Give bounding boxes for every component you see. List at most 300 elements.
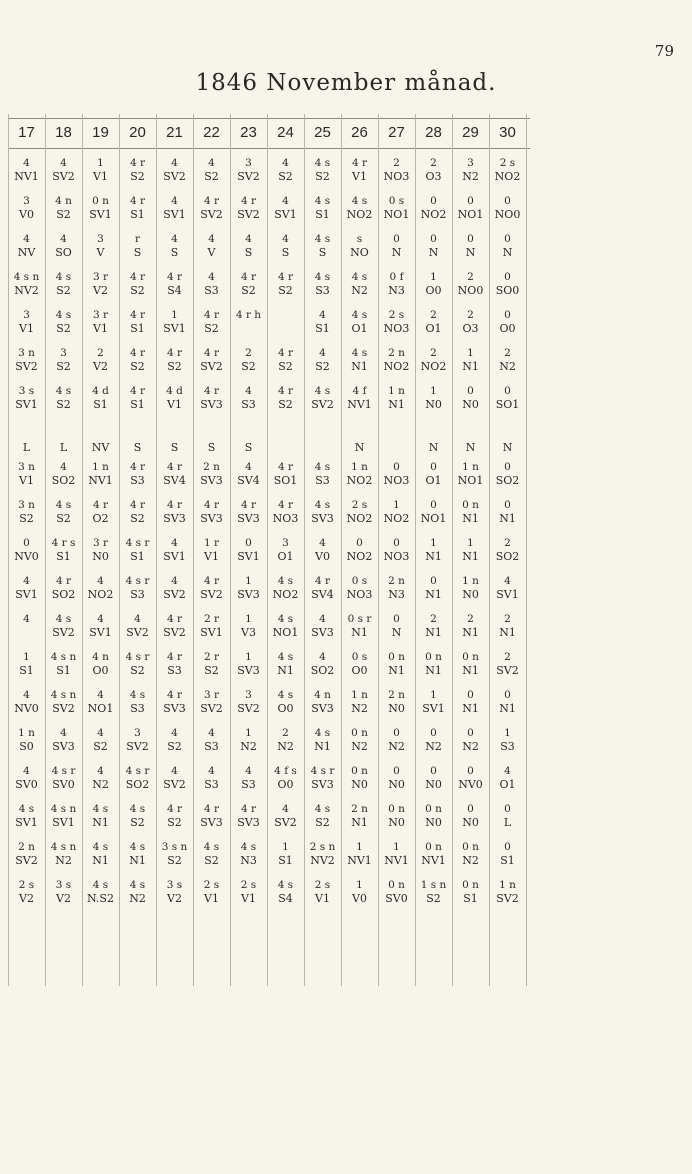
- wind-code: N1: [388, 398, 405, 411]
- cloud-code: 4: [97, 575, 104, 587]
- cloud-code: 3: [282, 537, 289, 549]
- cloud-code: 2 s: [388, 309, 405, 321]
- cloud-code: 4 s: [351, 195, 368, 207]
- wind-code: NV1: [88, 474, 113, 487]
- table-cell: [119, 686, 156, 724]
- table-cell: [304, 800, 341, 838]
- cloud-code: 4 s: [129, 879, 146, 891]
- cloud-code: 4 n: [92, 651, 109, 663]
- table-cell: [8, 534, 45, 572]
- cloud-code: 3 r: [203, 689, 220, 701]
- table-cell: [8, 876, 45, 914]
- cloud-code: 4: [245, 765, 252, 777]
- cloud-code: 4 s: [277, 879, 294, 891]
- cloud-code: 0: [504, 499, 511, 511]
- wind-code: V2: [56, 892, 71, 905]
- wind-code: SV2: [163, 778, 186, 791]
- table-cell: [267, 762, 304, 800]
- table-cell: [156, 382, 193, 420]
- cloud-code: 4 r: [129, 271, 146, 283]
- table-cell: [267, 306, 304, 344]
- cloud-code: 4: [319, 537, 326, 549]
- wind-code: O0: [499, 322, 516, 335]
- cloud-code: 1: [393, 841, 400, 853]
- wind-code: S: [133, 441, 142, 454]
- cloud-code: 4: [208, 233, 215, 245]
- wind-code: S2: [315, 170, 330, 183]
- wind-code: N0: [462, 588, 479, 601]
- wind-code: NO3: [383, 170, 410, 183]
- wind-code: V1: [19, 322, 34, 335]
- cloud-code: 1 n: [92, 461, 109, 473]
- cloud-code: 4 r: [129, 347, 146, 359]
- column-rule: [8, 114, 9, 986]
- wind-code: V2: [167, 892, 182, 905]
- column-rule: [45, 114, 46, 986]
- wind-code: SO0: [495, 284, 520, 297]
- table-cell: [304, 572, 341, 610]
- column-rule: [119, 114, 120, 986]
- table-cell: [452, 724, 489, 762]
- column-rule: [156, 114, 157, 986]
- table-cell: [341, 800, 378, 838]
- wind-code: N1: [92, 854, 109, 867]
- column-rule: [267, 114, 268, 986]
- table-cell: [341, 762, 378, 800]
- cloud-code: 4: [208, 765, 215, 777]
- column-header: 30: [499, 124, 516, 141]
- wind-code: SV1: [200, 626, 223, 639]
- cloud-code: 4 r: [203, 195, 220, 207]
- cloud-code: 4 d: [166, 385, 183, 397]
- cloud-code: 4 r: [277, 347, 294, 359]
- table-cell: [378, 800, 415, 838]
- table-cell: [489, 344, 526, 382]
- table-cell: [341, 306, 378, 344]
- wind-code: NV2: [14, 284, 39, 297]
- wind-code: O0: [277, 778, 294, 791]
- table-cell: [8, 838, 45, 876]
- table-cell: [45, 724, 82, 762]
- cloud-code: 4: [319, 309, 326, 321]
- wind-code: NO2: [272, 588, 299, 601]
- cloud-code: 3: [245, 689, 252, 701]
- table-cell: [8, 344, 45, 382]
- table-cell: [489, 610, 526, 648]
- wind-code: N: [502, 246, 513, 259]
- wind-code: SV3: [311, 626, 334, 639]
- column-header: 20: [129, 124, 146, 141]
- wind-code: SV4: [311, 588, 334, 601]
- wind-code: V1: [93, 170, 108, 183]
- cloud-code: 4 s: [203, 841, 220, 853]
- table-cell: [45, 268, 82, 306]
- cloud-code: 0: [430, 195, 437, 207]
- wind-code: SV0: [15, 778, 38, 791]
- cloud-code: 0: [467, 195, 474, 207]
- wind-code: SO2: [310, 664, 335, 677]
- cloud-code: 4: [23, 613, 30, 625]
- table-cell: [156, 572, 193, 610]
- table-cell: [82, 344, 119, 382]
- cloud-code: 4 r: [166, 461, 183, 473]
- cloud-code: 4 d: [92, 385, 109, 397]
- table-cell: [304, 268, 341, 306]
- wind-code: O0: [277, 702, 294, 715]
- wind-code: S1: [56, 550, 71, 563]
- cloud-code: 2: [97, 347, 104, 359]
- cloud-code: 0 n: [462, 841, 479, 853]
- table-cell: [489, 420, 526, 458]
- cloud-code: 4 r: [129, 157, 146, 169]
- page-number: 79: [654, 42, 674, 60]
- table-cell: [267, 192, 304, 230]
- wind-code: O0: [425, 284, 442, 297]
- wind-code: V: [207, 246, 216, 259]
- table-cell: [119, 344, 156, 382]
- cloud-code: 0: [393, 537, 400, 549]
- wind-code: NO3: [383, 322, 410, 335]
- table-cell: [415, 382, 452, 420]
- table-cell: [415, 420, 452, 458]
- table-cell: [341, 496, 378, 534]
- cloud-code: [341, 422, 378, 436]
- wind-code: N3: [388, 588, 405, 601]
- wind-code: NO0: [494, 208, 521, 221]
- cloud-code: 2 s n: [309, 841, 336, 853]
- table-cell: [230, 192, 267, 230]
- cloud-code: 4 r: [166, 499, 183, 511]
- table-cell: [156, 420, 193, 458]
- wind-code: N0: [351, 778, 368, 791]
- table-cell: [415, 496, 452, 534]
- cloud-code: 4: [97, 727, 104, 739]
- table-cell: [378, 268, 415, 306]
- cloud-code: 4: [208, 727, 215, 739]
- wind-code: N1: [388, 664, 405, 677]
- cloud-code: 1: [245, 727, 252, 739]
- cloud-code: 4 r: [166, 689, 183, 701]
- wind-code: NV1: [347, 854, 372, 867]
- table-cell: [193, 762, 230, 800]
- cloud-code: 4 r: [203, 347, 220, 359]
- table-cell: [193, 192, 230, 230]
- table-cell: [82, 420, 119, 458]
- column-header: 28: [425, 124, 442, 141]
- wind-code: O0: [351, 664, 368, 677]
- cloud-code: 0: [393, 613, 400, 625]
- wind-code: S: [170, 441, 179, 454]
- table-cell: [193, 572, 230, 610]
- column-header: 29: [462, 124, 479, 141]
- wind-code: N: [465, 246, 476, 259]
- cloud-code: 4 r: [240, 499, 257, 511]
- wind-code: N2: [425, 740, 442, 753]
- table-cell: [415, 876, 452, 914]
- cloud-code: 3: [467, 157, 474, 169]
- cloud-code: 4 r: [277, 271, 294, 283]
- wind-code: S1: [463, 892, 478, 905]
- wind-code: NO: [350, 246, 369, 259]
- wind-code: S2: [167, 816, 182, 829]
- cloud-code: 4: [23, 765, 30, 777]
- wind-code: S2: [56, 322, 71, 335]
- table-cell: [230, 458, 267, 496]
- table-cell: [452, 192, 489, 230]
- table-cell: [45, 534, 82, 572]
- table-cell: [267, 648, 304, 686]
- wind-code: NV0: [14, 702, 39, 715]
- cloud-code: 0 f: [389, 271, 404, 283]
- wind-code: S2: [315, 816, 330, 829]
- wind-code: N3: [240, 854, 257, 867]
- wind-code: O1: [425, 322, 442, 335]
- cloud-code: 0 n: [425, 651, 442, 663]
- table-cell: [8, 230, 45, 268]
- wind-code: S1: [130, 550, 145, 563]
- cloud-code: 4: [23, 233, 30, 245]
- table-cell: [8, 154, 45, 192]
- table-cell: [156, 648, 193, 686]
- cloud-code: 4: [504, 765, 511, 777]
- cloud-code: 4 r: [129, 499, 146, 511]
- column-rule: [378, 114, 379, 986]
- wind-code: NO2: [420, 208, 447, 221]
- wind-code: S2: [204, 664, 219, 677]
- table-cell: [45, 876, 82, 914]
- table-cell: [8, 648, 45, 686]
- table-cell: [304, 382, 341, 420]
- cloud-code: 3: [97, 233, 104, 245]
- wind-code: S3: [500, 740, 515, 753]
- cloud-code: 3 s n: [161, 841, 188, 853]
- cloud-code: 4 s n: [50, 651, 77, 663]
- table-cell: [8, 382, 45, 420]
- table-cell: [267, 610, 304, 648]
- table-cell: [378, 420, 415, 458]
- table-cell: [193, 838, 230, 876]
- wind-code: SV4: [237, 474, 260, 487]
- cloud-code: 1 n: [462, 575, 479, 587]
- cloud-code: 4 r h: [235, 309, 262, 321]
- cloud-code: 4 s r: [125, 651, 150, 663]
- table-cell: [415, 268, 452, 306]
- table-cell: [378, 724, 415, 762]
- wind-code: S2: [204, 170, 219, 183]
- wind-code: SV3: [311, 702, 334, 715]
- wind-code: N: [428, 246, 439, 259]
- table-cell: [119, 534, 156, 572]
- wind-code: N1: [129, 854, 146, 867]
- table-cell: [45, 800, 82, 838]
- wind-code: O1: [425, 474, 442, 487]
- cloud-code: 2 s: [18, 879, 35, 891]
- table-cell: [415, 192, 452, 230]
- wind-code: NV0: [458, 778, 483, 791]
- table-cell: [341, 534, 378, 572]
- page-title: 1846 November månad.: [195, 70, 497, 96]
- cloud-code: 2: [245, 347, 252, 359]
- cloud-code: 0 n: [92, 195, 109, 207]
- wind-code: NV0: [14, 550, 39, 563]
- wind-code: N2: [351, 740, 368, 753]
- column-header: 22: [203, 124, 220, 141]
- wind-code: SO1: [495, 398, 520, 411]
- cloud-code: 4 s n: [50, 803, 77, 815]
- cloud-code: 3 s: [18, 385, 35, 397]
- wind-code: S3: [130, 702, 145, 715]
- wind-code: SV1: [89, 626, 112, 639]
- cloud-code: 4: [23, 689, 30, 701]
- column-rule: [489, 114, 490, 986]
- cloud-code: 0 n: [388, 651, 405, 663]
- cloud-code: 4: [97, 613, 104, 625]
- table-cell: [489, 724, 526, 762]
- wind-code: S: [133, 246, 142, 259]
- cloud-code: 4 s n: [13, 271, 40, 283]
- cloud-code: 4: [282, 233, 289, 245]
- cloud-code: 0 n: [388, 879, 405, 891]
- cloud-code: 4: [319, 347, 326, 359]
- table-cell: [156, 800, 193, 838]
- table-cell: [193, 344, 230, 382]
- table-cell: [267, 572, 304, 610]
- table-cell: [156, 838, 193, 876]
- wind-code: N1: [92, 816, 109, 829]
- cloud-code: 0 n: [388, 803, 405, 815]
- wind-code: SV3: [200, 816, 223, 829]
- column-rule: [526, 114, 527, 986]
- wind-code: SV1: [274, 208, 297, 221]
- column-rule: [193, 114, 194, 986]
- wind-code: S: [170, 246, 179, 259]
- table-cell: [489, 230, 526, 268]
- cloud-code: 0 s: [351, 651, 368, 663]
- cloud-code: 4 s: [92, 803, 109, 815]
- wind-code: O3: [462, 322, 479, 335]
- wind-code: SV1: [163, 322, 186, 335]
- cloud-code: 4 r: [203, 803, 220, 815]
- wind-code: SV1: [237, 550, 260, 563]
- table-cell: [8, 268, 45, 306]
- table-cell: [230, 268, 267, 306]
- table-cell: [156, 458, 193, 496]
- table-cell: [267, 382, 304, 420]
- table-cell: [45, 648, 82, 686]
- table-cell: [489, 800, 526, 838]
- cloud-code: 0: [504, 689, 511, 701]
- wind-code: N0: [388, 778, 405, 791]
- cloud-code: 4 s: [314, 803, 331, 815]
- table-cell: [119, 762, 156, 800]
- table-cell: [45, 382, 82, 420]
- table-cell: [230, 496, 267, 534]
- cloud-code: 4 s r: [125, 537, 150, 549]
- wind-code: S2: [241, 360, 256, 373]
- table-cell: [156, 686, 193, 724]
- wind-code: S: [318, 246, 327, 259]
- column-rule: [82, 114, 83, 986]
- cloud-code: 4 r: [240, 271, 257, 283]
- wind-code: N2: [462, 170, 479, 183]
- table-cell: [156, 496, 193, 534]
- wind-code: NO3: [346, 588, 373, 601]
- table-cell: [230, 724, 267, 762]
- wind-code: NO0: [457, 284, 484, 297]
- table-cell: [378, 382, 415, 420]
- table-cell: [82, 496, 119, 534]
- wind-code: S2: [56, 398, 71, 411]
- table-cell: [415, 458, 452, 496]
- table-cell: [489, 572, 526, 610]
- table-cell: [119, 572, 156, 610]
- cloud-code: 0: [393, 765, 400, 777]
- cloud-code: 3 s: [55, 879, 72, 891]
- table-cell: [415, 572, 452, 610]
- wind-code: S2: [93, 740, 108, 753]
- table-cell: [452, 572, 489, 610]
- wind-code: S2: [278, 360, 293, 373]
- table-cell: [82, 268, 119, 306]
- wind-code: SV2: [15, 360, 38, 373]
- wind-code: V1: [19, 474, 34, 487]
- cloud-code: 4 s: [277, 575, 294, 587]
- wind-code: O1: [277, 550, 294, 563]
- table-cell: [452, 534, 489, 572]
- cloud-code: 4 r s: [51, 537, 76, 549]
- wind-code: N0: [462, 398, 479, 411]
- table-cell: [452, 344, 489, 382]
- cloud-code: 0: [467, 689, 474, 701]
- table-cell: [452, 876, 489, 914]
- table-cell: [193, 154, 230, 192]
- wind-code: [8, 626, 45, 640]
- cloud-code: 4: [282, 195, 289, 207]
- table-cell: [8, 686, 45, 724]
- wind-code: SO: [55, 246, 72, 259]
- wind-code: SV2: [126, 626, 149, 639]
- table-cell: [489, 154, 526, 192]
- table-cell: [304, 610, 341, 648]
- table-cell: [304, 306, 341, 344]
- cloud-code: 4 s: [314, 233, 331, 245]
- cloud-code: 4: [171, 727, 178, 739]
- cloud-code: 4 s: [18, 803, 35, 815]
- cloud-code: 0: [504, 461, 511, 473]
- cloud-code: 1: [467, 537, 474, 549]
- table-cell: [156, 192, 193, 230]
- table-cell: [267, 458, 304, 496]
- table-cell: [341, 876, 378, 914]
- cloud-code: 1: [430, 271, 437, 283]
- column-rule: [452, 114, 453, 986]
- cloud-code: 0: [393, 461, 400, 473]
- cloud-code: 4: [171, 233, 178, 245]
- table-cell: [193, 610, 230, 648]
- wind-code: S2: [56, 360, 71, 373]
- wind-code: S2: [130, 512, 145, 525]
- table-cell: [45, 306, 82, 344]
- table-cell: [193, 800, 230, 838]
- wind-code: S2: [426, 892, 441, 905]
- cloud-code: 3 r: [92, 271, 109, 283]
- cloud-code: 0 n: [351, 765, 368, 777]
- table-cell: [415, 154, 452, 192]
- table-cell: [341, 420, 378, 458]
- table-cell: [489, 306, 526, 344]
- cloud-code: 4: [245, 385, 252, 397]
- wind-code: SV3: [163, 702, 186, 715]
